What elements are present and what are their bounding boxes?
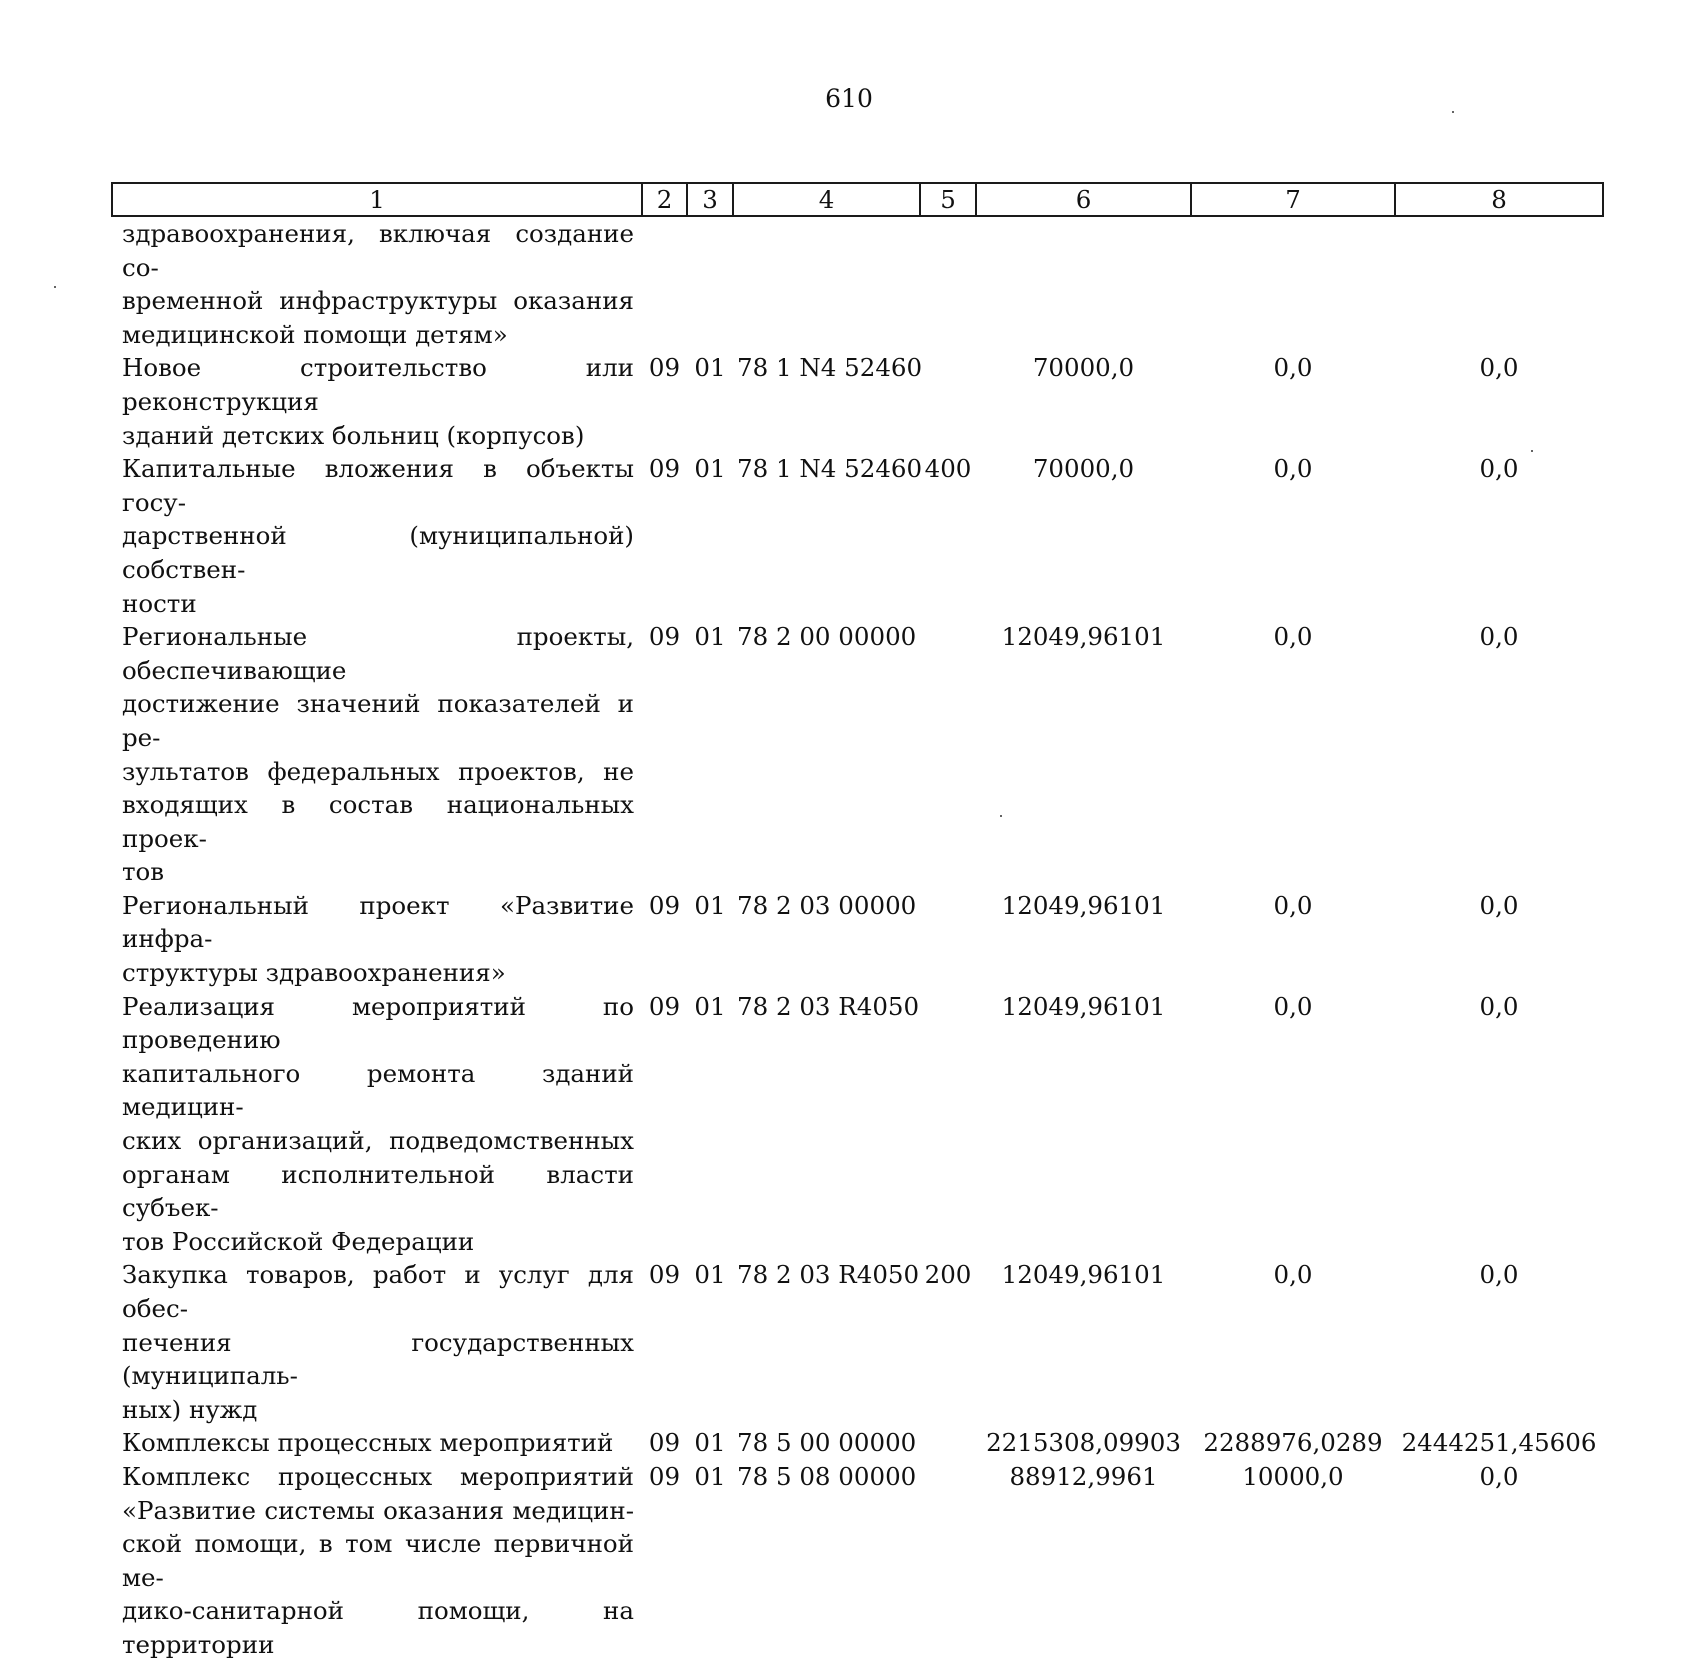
page-number: 610 [825,84,873,113]
row-amount-col-8: 0,0 [1479,991,1519,1021]
row-amount-col-7: 10000,0 [1242,1461,1344,1491]
table-row [112,1460,1603,1662]
row-target-article-code [733,216,920,351]
budget-table [111,182,1604,1662]
row-expense-type-code [920,351,976,452]
row-subsection-code: 01 [694,353,726,383]
row-amount-col-6: 88912,9961 [1009,1461,1158,1491]
row-amount-col-7: 0,0 [1273,622,1313,652]
row-name-line: тов [122,857,165,887]
row-section-code: 09 [648,353,681,383]
row-name-line: Закупка товаров, работ и услуг для обес- [122,1260,634,1323]
row-name [112,1460,642,1662]
row-name-line: здравоохранения, включая создание со- [122,219,634,282]
row-section-code: 09 [648,1428,681,1458]
row-name-line: структуры здравоохранения» [122,958,506,988]
row-name-line: Комплекс процессных мероприятий [122,1461,634,1491]
row-name-line: ской помощи, в том числе первичной ме- [122,1529,634,1592]
row-amount-col-6: 70000,0 [1032,353,1135,383]
row-name-line: капитального ремонта зданий медицин- [122,1058,634,1122]
row-name-line: органам исполнительной власти субъек- [122,1159,634,1223]
table-row [112,351,1603,452]
scan-speck [54,286,56,288]
row-name-line: входящих в состав национальных проек- [122,790,634,853]
row-expense-type-code [920,889,976,990]
row-subsection-code: 01 [694,1461,726,1491]
row-section-code: 09 [648,622,681,652]
row-expense-type-code [920,1426,976,1460]
row-amount-col-6: 12049,96101 [1001,991,1166,1021]
row-amount-col-7: 0,0 [1273,890,1313,920]
table-row [112,1426,1603,1460]
row-target-article-code: 78 2 03 00000 [737,890,917,920]
row-expense-type-code [920,990,976,1259]
row-amount-col-7: 0,0 [1273,353,1313,383]
row-name-line: достижение значений показателей и ре- [122,689,634,752]
row-amount-col-8: 2444251,45606 [1401,1428,1597,1458]
row-section-code [642,216,687,351]
row-amount-col-6: 70000,0 [1032,454,1135,484]
row-name-line: дарственной (муниципальной) собствен- [122,521,634,584]
table-row [112,216,1603,351]
row-subsection-code: 01 [694,1260,726,1290]
row-amount-col-6: 12049,96101 [1001,1260,1166,1290]
row-subsection-code: 01 [694,991,726,1021]
row-name-line: тов Российской Федерации [122,1226,475,1256]
row-name-line: зданий детских больниц (корпусов) [122,420,585,450]
header-col-5: 5 [920,183,976,216]
row-target-article-code: 78 2 03 R4050 [737,1260,920,1290]
scan-speck [1452,111,1454,113]
row-section-code: 09 [648,1461,681,1491]
header-col-1: 1 [112,183,642,216]
row-amount-col-8: 0,0 [1479,890,1519,920]
header-col-2: 2 [642,183,687,216]
row-target-article-code: 78 2 03 R4050 [737,991,920,1021]
row-name-line: Реализация мероприятий по проведению [122,991,634,1055]
row-name-line: ности [122,588,197,618]
row-name-line: печения государственных (муниципаль- [122,1327,634,1391]
header-col-6: 6 [976,183,1191,216]
row-name [112,216,642,351]
row-expense-type-code: 400 [924,454,972,484]
row-target-article-code: 78 2 00 00000 [737,622,917,652]
table-body [112,216,1603,1662]
row-name [112,452,642,620]
row-subsection-code [687,216,733,351]
row-name-line: дико-санитарной помощи, на территории [122,1596,634,1659]
table-row [112,889,1603,990]
row-name-line: зультатов федеральных проектов, не [122,756,634,786]
row-amount-col-6: 12049,96101 [1001,622,1166,652]
row-amount-col-7 [1191,216,1395,351]
row-name [112,351,642,452]
row-expense-type-code [920,1460,976,1662]
row-subsection-code: 01 [694,1428,726,1458]
table-row [112,620,1603,889]
row-amount-col-8: 0,0 [1479,1461,1519,1491]
row-name-line: Комплексы процессных мероприятий [122,1428,614,1458]
row-target-article-code: 78 5 08 00000 [737,1461,917,1491]
row-target-article-code: 78 1 N4 52460 [737,454,923,484]
table-header-row [112,183,1603,216]
header-col-4: 4 [733,183,920,216]
row-amount-col-7: 0,0 [1273,1260,1313,1290]
table-row [112,452,1603,620]
row-amount-col-8 [1395,216,1603,351]
row-name-line: ных) нужд [122,1394,258,1424]
header-col-8: 8 [1395,183,1603,216]
row-name [112,620,642,889]
row-amount-col-6: 12049,96101 [1001,890,1166,920]
row-section-code: 09 [648,1260,681,1290]
row-expense-type-code [920,216,976,351]
row-amount-col-8: 0,0 [1479,1260,1519,1290]
row-amount-col-8: 0,0 [1479,454,1519,484]
row-expense-type-code [920,620,976,889]
row-section-code: 09 [648,890,681,920]
row-name-line: Капитальные вложения в объекты госу- [122,454,634,517]
row-subsection-code: 01 [694,890,726,920]
row-section-code: 09 [648,991,681,1021]
row-name [112,1426,642,1460]
row-amount-col-7: 0,0 [1273,454,1313,484]
row-target-article-code: 78 5 00 00000 [737,1428,917,1458]
row-amount-col-6 [976,216,1191,351]
row-name-line: «Развитие системы оказания медицин- [122,1495,634,1525]
table-row [112,1258,1603,1426]
row-name-line: Региональные проекты, обеспечивающие [122,622,634,685]
row-name-line: ских организаций, подведомственных [122,1126,634,1156]
row-subsection-code: 01 [694,622,726,652]
row-name [112,990,642,1259]
row-name [112,889,642,990]
row-name-line: Региональный проект «Развитие инфра- [122,890,634,954]
row-expense-type-code: 200 [924,1260,972,1290]
header-col-3: 3 [687,183,733,216]
row-subsection-code: 01 [694,454,726,484]
row-amount-col-7: 2288976,0289 [1203,1428,1383,1458]
row-amount-col-8: 0,0 [1479,353,1519,383]
table-row [112,990,1603,1259]
row-section-code: 09 [648,454,681,484]
header-col-7: 7 [1191,183,1395,216]
row-amount-col-6: 2215308,09903 [986,1428,1181,1458]
row-amount-col-8: 0,0 [1479,622,1519,652]
row-target-article-code: 78 1 N4 52460 [737,353,923,383]
row-amount-col-7: 0,0 [1273,991,1313,1021]
row-name-line: Новое строительство или реконструкция [122,353,634,416]
row-name [112,1258,642,1426]
row-name-line: временной инфраструктуры оказания [122,286,634,316]
row-name-line: медицинской помощи детям» [122,319,508,349]
